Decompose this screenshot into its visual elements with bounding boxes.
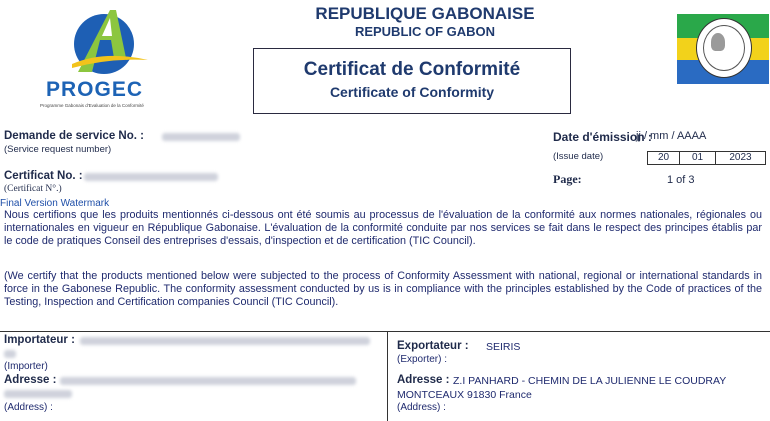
republic-title-en: REPUBLIC OF GABON bbox=[354, 24, 496, 39]
importer-address-label-en: (Address) : bbox=[4, 402, 53, 413]
exporter-label-en: (Exporter) : bbox=[397, 354, 448, 365]
importer-address-label: Adresse : bbox=[4, 374, 57, 386]
progec-logo bbox=[40, 6, 162, 106]
republic-seal bbox=[696, 18, 752, 78]
issue-date-label-en: (Issue date) bbox=[553, 151, 604, 162]
importer-name-redacted-2 bbox=[4, 350, 16, 358]
certificate-title-fr: Certificat de Conformité bbox=[303, 59, 521, 80]
service-request-label-en: (Service request number) bbox=[4, 144, 112, 155]
issue-year: 2023 bbox=[716, 151, 766, 165]
certificate-title-en: Certificate of Conformity bbox=[329, 84, 495, 100]
importer-label-en: (Importer) bbox=[4, 361, 48, 372]
parties-divider bbox=[387, 331, 388, 421]
certification-text-en: (We certify that the products mentioned below were subjected to the process of Conformity Assessment with national, regional or international standards in force in the Gabonese Republic. The conformity assessment conducted by us is in compliance with the principles established by the Code of practices of the Testing, Inspection and Certification companies Council (TIC Council). bbox=[4, 270, 762, 308]
exporter-address-line1: Z.I PANHARD - CHEMIN DE LA JULIENNE LE COUDRAY bbox=[453, 375, 727, 387]
certificate-number-redacted bbox=[84, 173, 218, 181]
exporter-address-line2: MONTCEAUX 91830 France bbox=[397, 389, 532, 401]
republic-title-fr: REPUBLIQUE GABONAISE bbox=[315, 4, 535, 23]
importer-address-redacted-2 bbox=[4, 390, 72, 398]
service-request-label: Demande de service No. : bbox=[4, 130, 144, 142]
issue-date-label: Date d'émission : bbox=[553, 130, 652, 144]
page-label: Page: bbox=[553, 172, 582, 186]
issue-date-format: jj / mm / AAAA bbox=[636, 130, 707, 142]
seal-figure-icon bbox=[711, 33, 725, 51]
importer-address-redacted bbox=[60, 377, 356, 385]
certificate-title-box bbox=[253, 48, 571, 114]
certificate-number-label-en: (Certificat N°.) bbox=[4, 184, 62, 194]
importer-label: Importateur : bbox=[4, 334, 75, 346]
issue-day: 20 bbox=[647, 151, 680, 165]
watermark-text: Final Version Watermark bbox=[0, 198, 110, 209]
importer-name-redacted bbox=[80, 337, 370, 345]
issue-date-table bbox=[647, 151, 766, 165]
exporter-label: Exportateur : bbox=[397, 340, 469, 352]
logo-name: PROGEC bbox=[46, 78, 144, 101]
service-request-number-redacted bbox=[162, 133, 240, 141]
certification-text-fr: Nous certifions que les produits mentionnés ci-dessous ont été soumis au processus de l'évaluation de la conformité aux normes nationales, régionales ou internationales en vigueur en République Gabonaise. L'évaluation de la conformité conduite par nos services se fait dans le respect des principes établis par le code de pratiques Conseil des entreprises d'essais, d'inspection et de certification (TIC Council). bbox=[4, 209, 762, 247]
exporter-address-label-en: (Address) : bbox=[397, 402, 446, 413]
logo-subtitle: Programme Gabonais d'Evaluation de la Conformité bbox=[40, 103, 144, 108]
issue-month: 01 bbox=[680, 151, 716, 165]
gabon-flag-seal bbox=[677, 14, 769, 84]
exporter-address-label: Adresse : bbox=[397, 374, 450, 386]
progec-emblem-icon bbox=[64, 6, 150, 80]
certificate-number-label: Certificat No. : bbox=[4, 170, 83, 182]
page-value: 1 of 3 bbox=[667, 174, 695, 186]
exporter-name: SEIRIS bbox=[486, 341, 521, 353]
